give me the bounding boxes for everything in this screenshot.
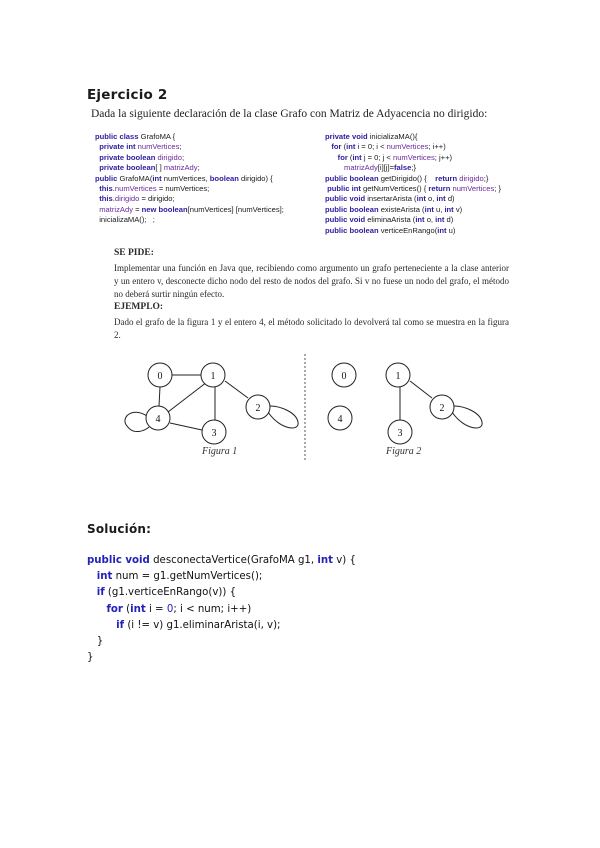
- solution-line: public void desconectaVertice(GrafoMA g1, int v) {: [87, 555, 356, 566]
- code-left-line: public class GrafoMA {: [95, 132, 176, 141]
- code-left-line: private boolean dirigido;: [99, 152, 185, 162]
- code-left-line: private int numVertices;: [99, 142, 182, 152]
- code-right-line: public boolean verticeEnRango(int u): [325, 225, 456, 235]
- figure-2-caption: Figura 2: [386, 446, 422, 457]
- fig2-loop-2: [452, 406, 482, 428]
- fig1-loop-4: [125, 412, 149, 431]
- fig1-label-3: 3: [211, 428, 217, 439]
- fig1-label-0: 0: [157, 371, 163, 382]
- exercise-intro: Dada la siguiente declaración de la clase Grafo con Matriz de Adyacencia no dirigido:: [91, 108, 488, 120]
- solution-line: int num = g1.getNumVertices();: [96, 571, 263, 583]
- code-left-line: this.numVertices = numVertices;: [99, 184, 210, 194]
- solution-code: [87, 553, 356, 666]
- fig2-label-3: 3: [397, 428, 403, 439]
- code-left-line: inicializaMA(); ;: [95, 215, 155, 225]
- graph-figures: [110, 350, 530, 470]
- fig2-label-1: 1: [395, 371, 401, 382]
- se-pide-heading: SE PIDE:: [114, 248, 154, 258]
- solution-line: }: [87, 636, 104, 648]
- ejemplo-text: Dado el grafo de la figura 1 y el entero 4, el método solicitado lo devolverá tal como se muestra en la figura 2.: [114, 317, 509, 340]
- code-left-line: public GrafoMA(int numVertices, boolean dirigido) {: [95, 173, 273, 183]
- fig2-edge-1-2: [410, 381, 432, 398]
- solution-line: for (int i = 0; i < num; i++): [106, 603, 252, 615]
- code-right-line: public void insertarArista (int o, int d): [325, 194, 455, 204]
- solution-line: }: [87, 652, 94, 664]
- class-methods-code: [325, 132, 501, 236]
- code-right-line: for (int i = 0; i < numVertices; i++): [331, 142, 446, 152]
- code-left-line: this.dirigido = dirigido;: [99, 194, 175, 204]
- fig1-label-1: 1: [210, 371, 216, 382]
- ejemplo-heading: EJEMPLO:: [114, 302, 164, 312]
- code-right-line: public int getNumVertices() { return numVertices; }: [327, 184, 502, 194]
- code-right-line: private void inicializaMA(){: [325, 132, 418, 141]
- se-pide-text: Implementar una función en Java que, recibiendo como argumento un grafo perteneciente a la clase anterior y un entero v, desconecte dicho nodo del resto de nodos del grafo. Si v no fuese un nodo del grafo, el método no deberá surtir ningún efecto.: [114, 263, 509, 299]
- fig2-label-2: 2: [439, 403, 445, 414]
- fig1-label-2: 2: [255, 403, 261, 414]
- exercise-title: Ejercicio 2: [87, 87, 168, 103]
- code-right-line: public boolean getDirigido() { return dirigido;}: [325, 173, 489, 183]
- solution-heading: Solución:: [87, 522, 152, 536]
- code-left-line: matrizAdy = new boolean[numVertices] [numVertices];: [99, 204, 284, 214]
- solution-line: if (i != v) g1.eliminarArista(i, v);: [116, 619, 281, 631]
- code-left-line: private boolean[ ] matrizAdy;: [99, 163, 200, 173]
- code-right-line: public void eliminaArista (int o, int d): [325, 215, 454, 225]
- fig2-label-4: 4: [337, 414, 343, 425]
- code-right-line: public boolean existeArista (int u, int v): [325, 204, 463, 214]
- code-right-line: for (int j = 0; j < numVertices; j++): [337, 152, 453, 162]
- solution-line: if (g1.verticeEnRango(v)) {: [96, 587, 237, 599]
- class-declaration-code: [95, 132, 284, 226]
- fig1-label-4: 4: [155, 414, 161, 425]
- code-right-line: matrizAdy[i][j]=false;}: [344, 163, 416, 173]
- fig1-edge-1-4: [168, 382, 207, 412]
- fig1-edge-0-4: [159, 387, 160, 406]
- fig1-loop-2: [268, 406, 298, 428]
- fig1-edge-1-2: [225, 381, 248, 398]
- figure-1-caption: Figura 1: [202, 446, 238, 457]
- fig2-label-0: 0: [341, 371, 347, 382]
- fig1-edge-4-3: [170, 423, 202, 430]
